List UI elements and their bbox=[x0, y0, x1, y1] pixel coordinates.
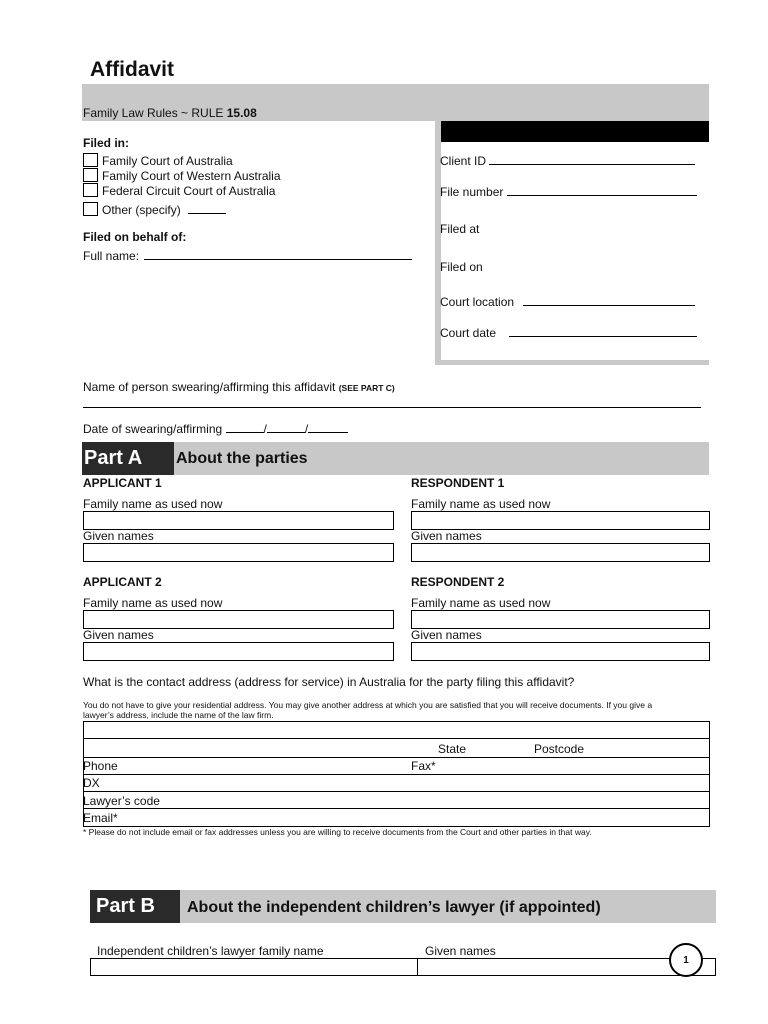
filed-in-option-4[interactable] bbox=[83, 201, 226, 217]
registry-header-bar bbox=[441, 121, 709, 142]
full-name-label: Full name: bbox=[83, 249, 140, 263]
postcode-label: Postcode bbox=[534, 742, 585, 756]
rule-number: 15.08 bbox=[226, 106, 257, 120]
icl-family-name-label: Independent children’s lawyer family name bbox=[97, 944, 324, 958]
applicant-2-heading: APPLICANT 2 bbox=[83, 575, 162, 589]
email-row[interactable] bbox=[83, 808, 710, 826]
checkbox[interactable] bbox=[83, 168, 98, 182]
part-b-label: Part B bbox=[90, 890, 180, 923]
applicant-2-given-input[interactable] bbox=[83, 642, 394, 661]
applicant-1-family-label: Family name as used now bbox=[83, 497, 223, 511]
court-location-label: Court location bbox=[440, 295, 515, 309]
filed-in-option-3[interactable] bbox=[83, 183, 275, 198]
other-specify-field[interactable] bbox=[188, 201, 226, 214]
file-number-row bbox=[440, 183, 697, 199]
full-name-field[interactable] bbox=[144, 247, 412, 260]
filed-in-option-2[interactable] bbox=[83, 168, 281, 183]
icl-given-names-label: Given names bbox=[425, 944, 496, 958]
respondent-1-given-label: Given names bbox=[411, 529, 482, 543]
email-label: Email* bbox=[83, 811, 118, 825]
respondent-1-given-input[interactable] bbox=[411, 543, 710, 562]
option-label: Federal Circuit Court of Australia bbox=[102, 184, 276, 198]
swearing-date-row bbox=[83, 420, 348, 436]
respondent-2-given-label: Given names bbox=[411, 628, 482, 642]
filed-in-option-1[interactable] bbox=[83, 153, 233, 168]
document-title: Affidavit bbox=[90, 58, 174, 81]
applicant-1-given-input[interactable] bbox=[83, 543, 394, 562]
respondent-1-heading: RESPONDENT 1 bbox=[411, 476, 505, 490]
checkbox[interactable] bbox=[83, 202, 98, 216]
date-year-field[interactable] bbox=[308, 420, 348, 433]
applicant-1-heading: APPLICANT 1 bbox=[83, 476, 162, 490]
rule-prefix: Family Law Rules ~ RULE bbox=[83, 106, 227, 120]
file-number-label: File number bbox=[440, 185, 504, 199]
swearing-name-line[interactable] bbox=[83, 407, 701, 408]
option-label: Family Court of Australia bbox=[102, 154, 233, 168]
swearing-name-row bbox=[83, 380, 395, 394]
option-label: Family Court of Western Australia bbox=[102, 169, 281, 183]
applicant-2-family-label: Family name as used now bbox=[83, 596, 223, 610]
swearing-name-label: Name of person swearing/affirming this affidavit bbox=[83, 380, 336, 394]
respondent-2-given-input[interactable] bbox=[411, 642, 710, 661]
address-note: You do not have to give your residential address. You may give another address at which you are satisfied that you will receive documents. If you give a lawyer’s address, include the name of the law firm. bbox=[83, 700, 653, 720]
rule-reference bbox=[83, 106, 257, 120]
file-number-field[interactable] bbox=[507, 183, 697, 196]
court-date-row bbox=[440, 324, 697, 340]
part-b-title: About the independent children’s lawyer (if appointed) bbox=[187, 899, 601, 916]
phone-label: Phone bbox=[83, 759, 118, 773]
part-a-label: Part A bbox=[82, 442, 174, 475]
checkbox[interactable] bbox=[83, 183, 98, 197]
contact-footnote: * Please do not include email or fax addresses unless you are willing to receive documents from the Court and other parties in that way. bbox=[83, 827, 592, 837]
respondent-2-heading: RESPONDENT 2 bbox=[411, 575, 505, 589]
swearing-date-label: Date of swearing/affirming bbox=[83, 422, 223, 436]
phone-fax-row[interactable] bbox=[83, 757, 710, 775]
date-separator: / bbox=[263, 422, 267, 436]
filed-on-behalf-heading: Filed on behalf of: bbox=[83, 230, 187, 244]
filed-on-label: Filed on bbox=[440, 260, 483, 274]
court-location-field[interactable] bbox=[523, 293, 695, 306]
state-label: State bbox=[438, 742, 467, 756]
lawyers-code-row[interactable] bbox=[83, 791, 710, 809]
applicant-2-given-label: Given names bbox=[83, 628, 154, 642]
icl-family-name-input[interactable] bbox=[90, 958, 418, 976]
page-number: 1 bbox=[669, 943, 703, 977]
checkbox[interactable] bbox=[83, 153, 98, 167]
lawyers-code-label: Lawyer’s code bbox=[83, 794, 160, 808]
respondent-1-family-label: Family name as used now bbox=[411, 497, 551, 511]
address-line-1-input[interactable] bbox=[83, 721, 710, 739]
dx-label: DX bbox=[83, 776, 100, 790]
date-day-field[interactable] bbox=[226, 420, 264, 433]
address-line-2-input[interactable] bbox=[83, 739, 710, 758]
applicant-1-given-label: Given names bbox=[83, 529, 154, 543]
date-month-field[interactable] bbox=[267, 420, 305, 433]
see-part-c: (SEE PART C) bbox=[338, 383, 395, 393]
client-id-label: Client ID bbox=[440, 154, 487, 168]
filed-in-heading: Filed in: bbox=[83, 136, 129, 150]
filed-at-label: Filed at bbox=[440, 222, 480, 236]
court-location-row bbox=[440, 293, 695, 309]
option-label: Other (specify) bbox=[102, 203, 181, 217]
client-id-field[interactable] bbox=[489, 152, 695, 165]
client-id-row bbox=[440, 152, 695, 168]
applicant-1-family-input[interactable] bbox=[83, 511, 394, 530]
court-date-field[interactable] bbox=[509, 324, 697, 337]
dx-row[interactable] bbox=[83, 774, 710, 792]
date-separator: / bbox=[304, 422, 309, 436]
applicant-2-family-input[interactable] bbox=[83, 610, 394, 629]
court-date-label: Court date bbox=[440, 326, 497, 340]
respondent-2-family-label: Family name as used now bbox=[411, 596, 551, 610]
address-question: What is the contact address (address for service) in Australia for the party filing this affidavit? bbox=[83, 675, 575, 689]
fax-label: Fax* bbox=[411, 759, 436, 773]
respondent-2-family-input[interactable] bbox=[411, 610, 710, 629]
full-name-row bbox=[83, 247, 412, 263]
part-a-title: About the parties bbox=[176, 450, 308, 467]
respondent-1-family-input[interactable] bbox=[411, 511, 710, 530]
